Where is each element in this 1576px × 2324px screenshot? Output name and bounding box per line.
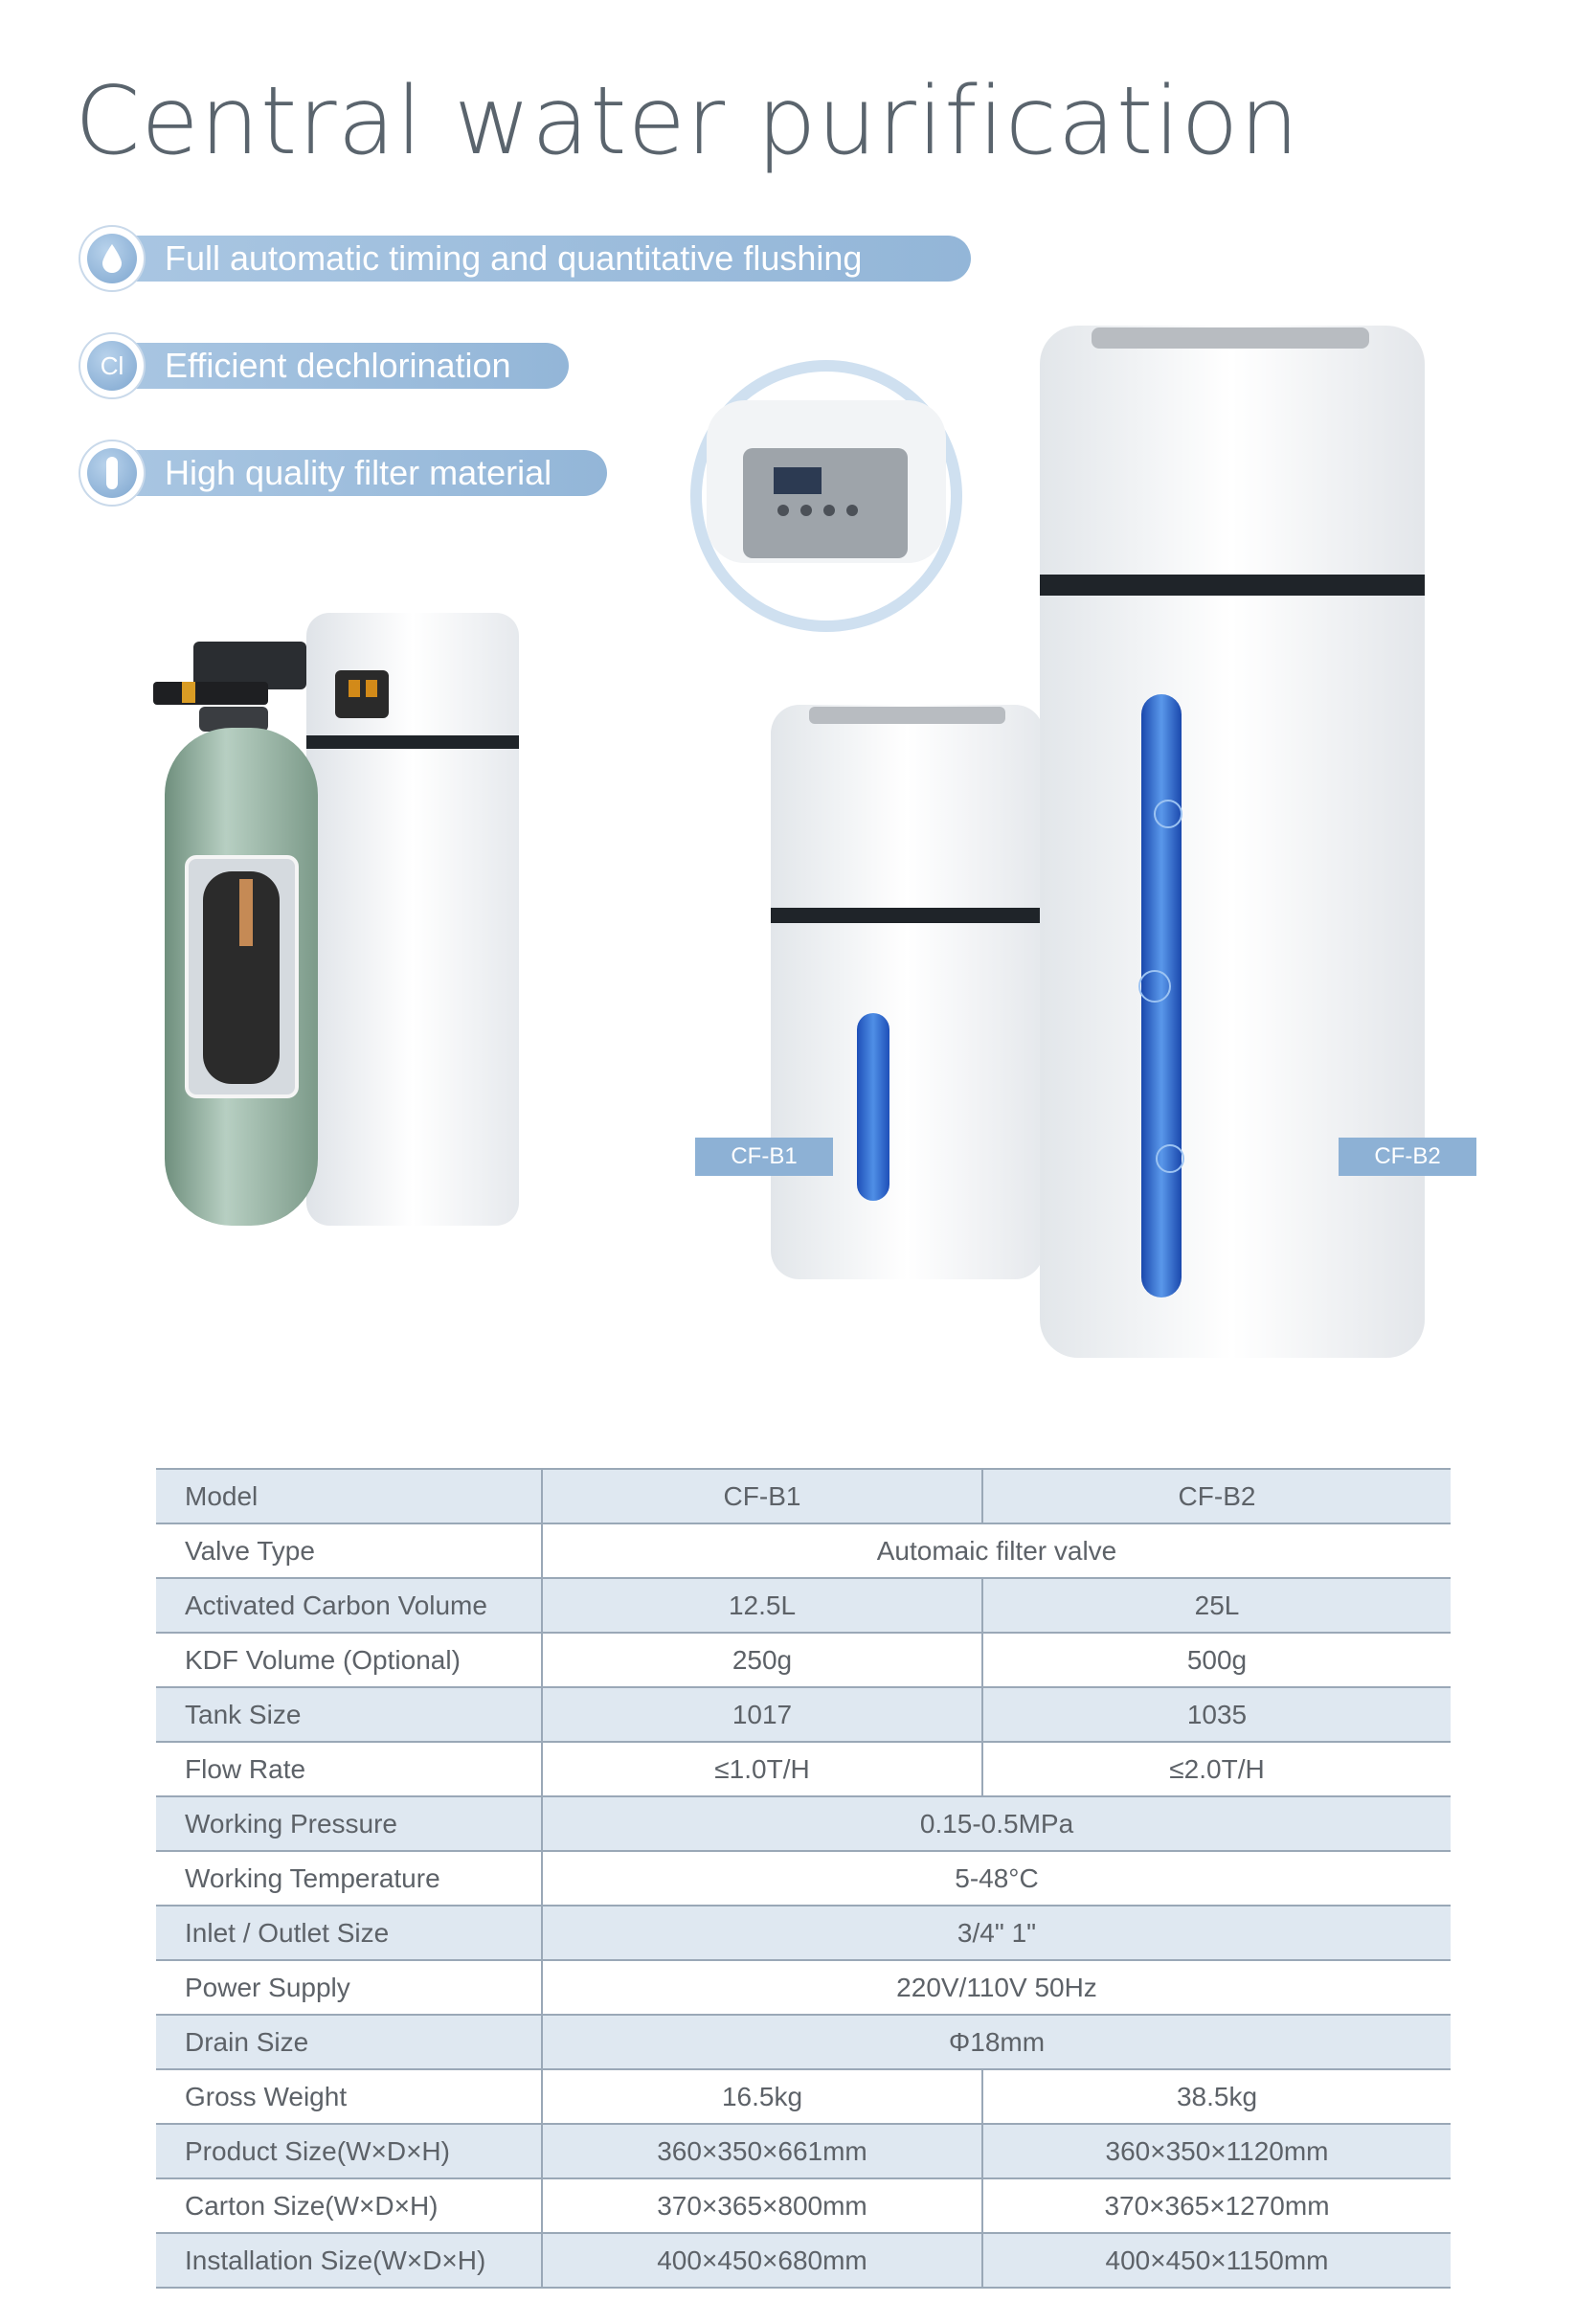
row-value: 5-48°C (542, 1851, 1451, 1906)
row-label: Valve Type (156, 1523, 542, 1578)
row-value-cf-b1: 250g (542, 1633, 982, 1687)
feature-dechlorination (80, 337, 511, 395)
row-label: Inlet / Outlet Size (156, 1906, 542, 1960)
cf-b1-unit-image (766, 697, 1053, 1291)
feature-flushing (80, 230, 862, 287)
table-row (156, 1960, 1451, 2015)
feature-filter-material (80, 444, 552, 502)
table-row (156, 2069, 1451, 2124)
row-value-cf-b2: 1035 (982, 1687, 1451, 1742)
filter-cartridge-icon (80, 441, 144, 505)
row-value: Φ18mm (542, 2015, 1451, 2069)
row-label: Installation Size(W×D×H) (156, 2233, 542, 2288)
feature-text: High quality filter material (165, 453, 552, 492)
spec-table (156, 1468, 1451, 2289)
row-label: Drain Size (156, 2015, 542, 2069)
tank-and-cabinet-image (144, 594, 536, 1254)
table-row (156, 1523, 1451, 1578)
table-row (156, 1906, 1451, 1960)
model-tag-cf-b2: CF-B2 (1339, 1138, 1476, 1176)
cf-b2-unit-image (1034, 316, 1436, 1369)
table-row (156, 2233, 1451, 2288)
row-value: 0.15-0.5MPa (542, 1796, 1451, 1851)
table-row (156, 1687, 1451, 1742)
row-label: Working Pressure (156, 1796, 542, 1851)
row-value: 220V/110V 50Hz (542, 1960, 1451, 2015)
row-value-cf-b2: 360×350×1120mm (982, 2124, 1451, 2178)
row-value-cf-b2: ≤2.0T/H (982, 1742, 1451, 1796)
row-label: Working Temperature (156, 1851, 542, 1906)
page-title: Central water purification (75, 67, 1300, 176)
row-value-cf-b2: 25L (982, 1578, 1451, 1633)
table-header-row (156, 1469, 1451, 1523)
control-panel-inset-image (687, 357, 965, 635)
row-value-cf-b1: 1017 (542, 1687, 982, 1742)
feature-text: Full automatic timing and quantitative flushing (165, 238, 863, 278)
row-label: Product Size(W×D×H) (156, 2124, 542, 2178)
row-value-cf-b2: 370×365×1270mm (982, 2178, 1451, 2233)
water-drop-icon (80, 227, 144, 290)
row-label: Tank Size (156, 1687, 542, 1742)
header-label: Model (156, 1469, 542, 1523)
row-label: Activated Carbon Volume (156, 1578, 542, 1633)
feature-text: Efficient dechlorination (165, 346, 511, 385)
row-value-cf-b1: 370×365×800mm (542, 2178, 982, 2233)
chlorine-icon: Cl (80, 334, 144, 397)
row-value-cf-b1: 16.5kg (542, 2069, 982, 2124)
model-tag-cf-b1: CF-B1 (695, 1138, 833, 1176)
row-value-cf-b1: 400×450×680mm (542, 2233, 982, 2288)
row-value-cf-b1: 360×350×661mm (542, 2124, 982, 2178)
row-value: 3/4" 1" (542, 1906, 1451, 1960)
row-value-cf-b2: 400×450×1150mm (982, 2233, 1451, 2288)
table-row (156, 1851, 1451, 1906)
header-col1: CF-B1 (542, 1469, 982, 1523)
row-label: Power Supply (156, 1960, 542, 2015)
table-row (156, 2178, 1451, 2233)
row-value-cf-b2: 38.5kg (982, 2069, 1451, 2124)
table-row (156, 1796, 1451, 1851)
table-row (156, 1578, 1451, 1633)
header-col2: CF-B2 (982, 1469, 1451, 1523)
row-value-cf-b2: 500g (982, 1633, 1451, 1687)
row-value: Automaic filter valve (542, 1523, 1451, 1578)
table-row (156, 2015, 1451, 2069)
row-label: Flow Rate (156, 1742, 542, 1796)
row-value-cf-b1: ≤1.0T/H (542, 1742, 982, 1796)
row-label: KDF Volume (Optional) (156, 1633, 542, 1687)
table-row (156, 2124, 1451, 2178)
row-label: Carton Size(W×D×H) (156, 2178, 542, 2233)
row-label: Gross Weight (156, 2069, 542, 2124)
table-row (156, 1742, 1451, 1796)
row-value-cf-b1: 12.5L (542, 1578, 982, 1633)
table-row (156, 1633, 1451, 1687)
